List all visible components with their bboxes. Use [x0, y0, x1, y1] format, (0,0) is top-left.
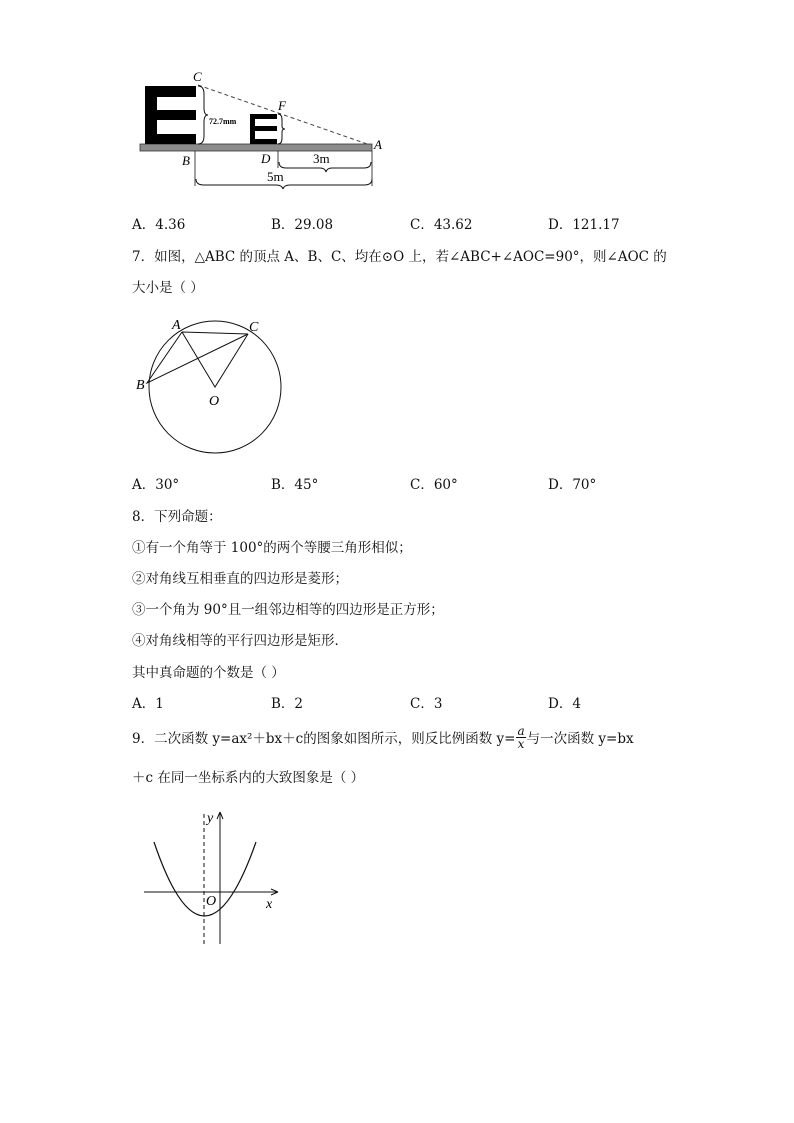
- q7-option-c[interactable]: C．60°: [410, 477, 458, 493]
- label-height: 72.7mm: [209, 117, 237, 126]
- angle-aoc: [182, 332, 248, 387]
- q9-stem-part1: 9．二次函数 y=ax²＋bx＋c的图象如图所示，则反比例函数 y=: [132, 731, 516, 747]
- label-d: D: [261, 151, 271, 166]
- q9-stem-line2: ＋c 在同一坐标系内的大致图象是（ ）: [132, 770, 365, 786]
- q9-stem-line1: [132, 724, 634, 752]
- label-b: B: [182, 153, 190, 168]
- label-a: A: [374, 137, 382, 152]
- large-e-letter: [145, 86, 196, 144]
- q7-stem-line1: 7．如图，△ABC 的顶点 A、B、C、均在⊙O 上，若∠ABC+∠AOC=90°，则∠AOC 的: [132, 249, 667, 265]
- q7-stem-line2: 大小是（ ）: [132, 280, 204, 296]
- q6-option-a[interactable]: A．4.36: [132, 217, 186, 233]
- label-a: A: [172, 318, 181, 333]
- ground-bar: [140, 144, 372, 151]
- q8-item-3: ③一个角为 90°且一组邻边相等的四边形是正方形；: [132, 602, 444, 618]
- label-5m: 5m: [267, 169, 284, 184]
- small-e-letter: [250, 114, 277, 144]
- circle-figure: [132, 312, 292, 460]
- label-y: y: [207, 811, 214, 826]
- q6-option-d[interactable]: D．121.17: [548, 217, 620, 233]
- q8-option-c[interactable]: C．3: [410, 696, 443, 712]
- q8-item-2: ②对角线互相垂直的四边形是菱形；: [132, 571, 348, 587]
- label-b: B: [136, 378, 145, 393]
- label-o: O: [206, 894, 217, 909]
- eye-chart-figure: [136, 68, 396, 190]
- label-3m: 3m: [313, 151, 330, 166]
- height-brace: [198, 86, 208, 144]
- label-c: C: [249, 320, 259, 335]
- q7-option-a[interactable]: A．30°: [132, 477, 180, 493]
- q8-option-b[interactable]: B．2: [271, 696, 304, 712]
- fraction-a-over-x: $\frac{a}{x}$: [517, 724, 525, 751]
- q8-option-d[interactable]: D．4: [548, 696, 581, 712]
- parabola-curve: [154, 842, 256, 916]
- q6-option-b[interactable]: B．29.08: [271, 217, 334, 233]
- q9-stem-part2: 与一次函数 y=bx: [526, 731, 634, 747]
- q8-question: 其中真命题的个数是（ ）: [132, 665, 285, 681]
- q7-option-d[interactable]: D．70°: [548, 477, 597, 493]
- label-f: F: [278, 98, 286, 113]
- parabola-figure: [140, 806, 285, 951]
- sight-line: [198, 85, 370, 145]
- q8-item-1: ①有一个角等于 100°的两个等腰三角形相似；: [132, 540, 412, 556]
- label-c: C: [193, 69, 202, 84]
- q8-option-a[interactable]: A．1: [132, 696, 164, 712]
- q8-item-4: ④对角线相等的平行四边形是矩形．: [132, 633, 348, 649]
- q7-option-b[interactable]: B．45°: [271, 477, 319, 493]
- small-height-brace: [278, 114, 285, 144]
- q6-option-c[interactable]: C．43.62: [410, 217, 473, 233]
- q8-stem: 8．下列命题：: [132, 509, 222, 525]
- label-o: O: [209, 394, 220, 409]
- brace-5m: [196, 179, 372, 189]
- label-x: x: [266, 897, 273, 912]
